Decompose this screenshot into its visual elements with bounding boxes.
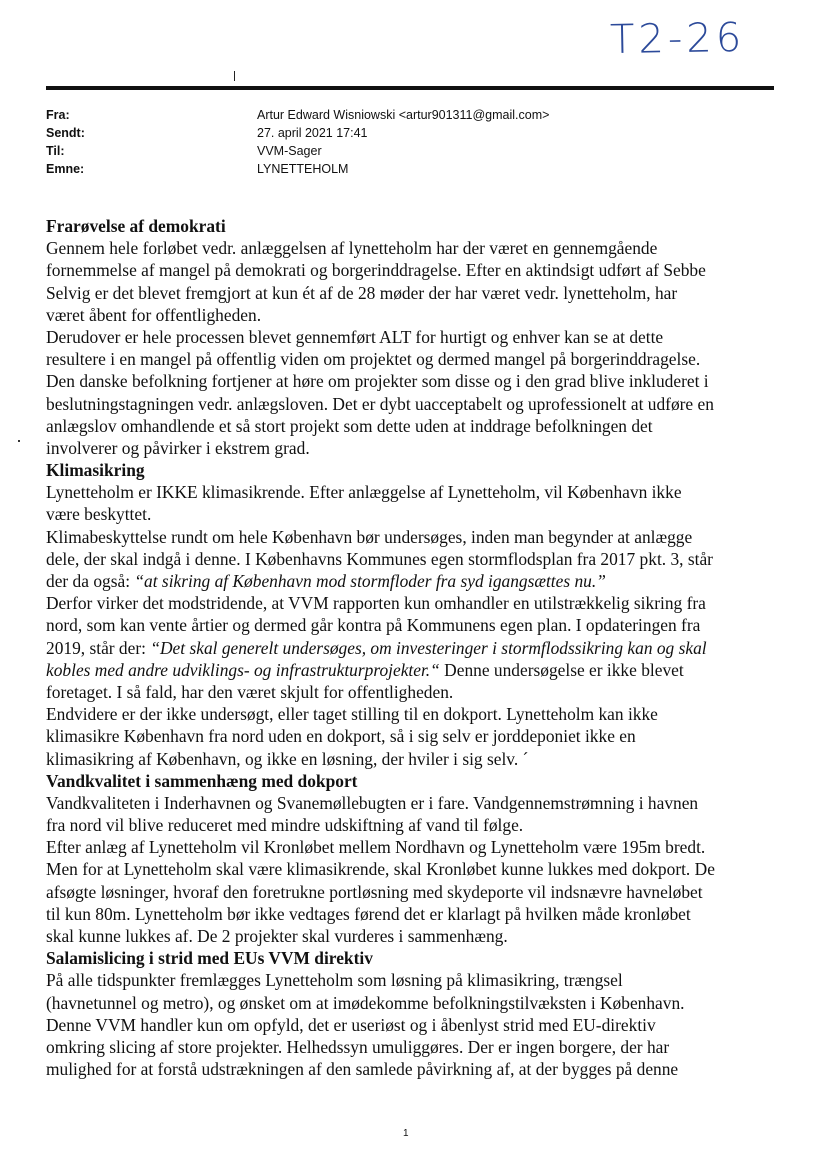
body-line: Endvidere er der ikke undersøgt, eller taget stilling til en dokport. Lynetteholm kan ikke bbox=[46, 704, 658, 725]
body-line: mulighed for at forstå udstrækningen af den samlede påvirkning af, at der bygges på denne bbox=[46, 1059, 679, 1080]
header-to-row bbox=[46, 142, 549, 160]
body-line: afsøgte løsninger, hvoraf den foretrukne portløsning med skydeporte vil indsnævre havneløbet bbox=[46, 881, 703, 902]
header-subject-row bbox=[46, 160, 549, 178]
body-line: involverer og påvirker i ekstrem grad. bbox=[46, 437, 310, 458]
body-line: Derudover er hele processen blevet gennemført ALT for hurtigt og enhver kan se at dette bbox=[46, 326, 664, 347]
header-sent-row bbox=[46, 124, 549, 142]
section-heading: Salamislicing i strid med EUs VVM direktiv bbox=[46, 948, 373, 969]
subject-label: Emne: bbox=[46, 162, 85, 176]
subject-value: LYNETTEHOLM bbox=[257, 162, 349, 176]
body-line: fornemmelse af mangel på demokrati og borgerinddragelse. Efter en aktindsigt udført af Sebbe bbox=[46, 260, 706, 281]
to-value: VVM-Sager bbox=[257, 144, 322, 158]
body-line: Klimabeskyttelse rundt om hele København bør undersøges, inden man begynder at anlægge bbox=[46, 526, 693, 547]
header-from-row bbox=[46, 106, 549, 124]
body-line: til kun 80m. Lynetteholm bør ikke vedtages førend det er klarlagt på hvilken måde kronløbet bbox=[46, 903, 691, 924]
body-line: Efter anlæg af Lynetteholm vil Kronløbet mellem Nordhavn og Lynetteholm være 195m bredt. bbox=[46, 837, 706, 858]
email-body bbox=[46, 215, 786, 1080]
from-label: Fra: bbox=[46, 108, 70, 122]
email-header bbox=[46, 106, 549, 178]
from-value: Artur Edward Wisniowski <artur901311@gmail.com> bbox=[257, 108, 550, 122]
body-line bbox=[46, 659, 786, 681]
body-line: foretaget. I så fald, har den været skjult for offentligheden. bbox=[46, 681, 454, 702]
sent-value: 27. april 2021 17:41 bbox=[257, 126, 368, 140]
body-line: være beskyttet. bbox=[46, 504, 152, 525]
body-line: Selvig er det blevet fremgjort at kun ét af de 28 møder der har været vedr. lynetteholm, har bbox=[46, 282, 678, 303]
body-line: Derfor virker det modstridende, at VVM rapporten kun omhandler en utilstrækkelig sikring fra bbox=[46, 593, 706, 614]
body-line: anlægslov omhandlende et så stort projekt som dette uden at inddrage befolkningen det bbox=[46, 415, 653, 436]
body-text: Denne undersøgelse er ikke blevet bbox=[439, 659, 684, 680]
quote-text: kobles med andre udviklings- og infrastrukturprojekter.“ bbox=[46, 659, 440, 680]
margin-mark bbox=[234, 71, 235, 81]
body-line: Den danske befolkning fortjener at høre om projekter som disse og i den grad blive inkluderet i bbox=[46, 371, 709, 392]
body-text: 2019, står der: bbox=[46, 637, 151, 658]
body-line: skal kunne lukkes af. De 2 projekter skal vurderes i sammenhæng. bbox=[46, 926, 508, 946]
body-line: fra nord vil blive reduceret med mindre udskiftning af vand til følge. bbox=[46, 815, 524, 836]
section-heading: Vandkvalitet i sammenhæng med dokport bbox=[46, 770, 358, 791]
body-line bbox=[46, 570, 786, 592]
handwritten-stamp: T2-26 bbox=[609, 14, 746, 64]
body-line: resultere i en mangel på offentlig viden om projektet og dermed mangel på borgerinddragelse. bbox=[46, 349, 701, 370]
section-heading: Klimasikring bbox=[46, 460, 145, 481]
body-line bbox=[46, 637, 786, 659]
body-text: der da også: bbox=[46, 571, 135, 591]
body-line: været åbent for offentligheden. bbox=[46, 304, 262, 325]
body-line: (havnetunnel og metro), og ønsket om at imødekomme befolkningstilvæksten i København. bbox=[46, 992, 685, 1013]
header-divider bbox=[46, 86, 774, 90]
body-line: klimasikre København fra nord uden en dokport, så i sig selv er jorddeponiet ikke en bbox=[46, 726, 636, 747]
to-label: Til: bbox=[46, 144, 65, 158]
quote-text: “Det skal generelt undersøges, om investeringer i stormflodssikring kan og skal bbox=[150, 637, 707, 658]
body-line: dele, der skal indgå i denne. I Københavns Kommunes egen stormflodsplan fra 2017 pkt. 3, står bbox=[46, 548, 713, 569]
body-line: nord, som kan vente årtier og dermed går kontra på Kommunens egen plan. I opdateringen fra bbox=[46, 615, 701, 636]
body-line: Gennem hele forløbet vedr. anlæggelsen af lynetteholm har der været en gennemgående bbox=[46, 238, 658, 259]
body-line: omkring slicing af store projekter. Helhedssyn umuliggøres. Der er ingen borgere, der har bbox=[46, 1036, 670, 1057]
body-line: Vandkvaliteten i Inderhavnen og Svanemøllebugten er i fare. Vandgennemstrømning i havnen bbox=[46, 792, 699, 813]
body-line: Denne VVM handler kun om opfyld, det er useriøst og i åbenlyst strid med EU-direktiv bbox=[46, 1014, 656, 1035]
quote-text: “at sikring af København mod stormfloder fra syd igangsættes nu.” bbox=[134, 571, 606, 591]
body-line: På alle tidspunkter fremlægges Lynetteholm som løsning på klimasikring, trængsel bbox=[46, 970, 623, 991]
section-heading: Frarøvelse af demokrati bbox=[46, 216, 226, 236]
body-line: Lynetteholm er IKKE klimasikrende. Efter anlæggelse af Lynetteholm, vil København ikke bbox=[46, 482, 682, 503]
sent-label: Sendt: bbox=[46, 126, 85, 140]
body-line: Men for at Lynetteholm skal være klimasikrende, skal Kronløbet kunne lukkes med dokport. De bbox=[46, 859, 715, 880]
scan-speck bbox=[18, 440, 20, 442]
page-number: 1 bbox=[403, 1128, 409, 1139]
body-line: beslutningstagningen vedr. anlægsloven. Det er dybt uacceptabelt og uprofessionelt at udføre en bbox=[46, 393, 714, 414]
body-line: klimasikring af København, og ikke en løsning, der hviler i sig selv. ´ bbox=[46, 748, 529, 769]
